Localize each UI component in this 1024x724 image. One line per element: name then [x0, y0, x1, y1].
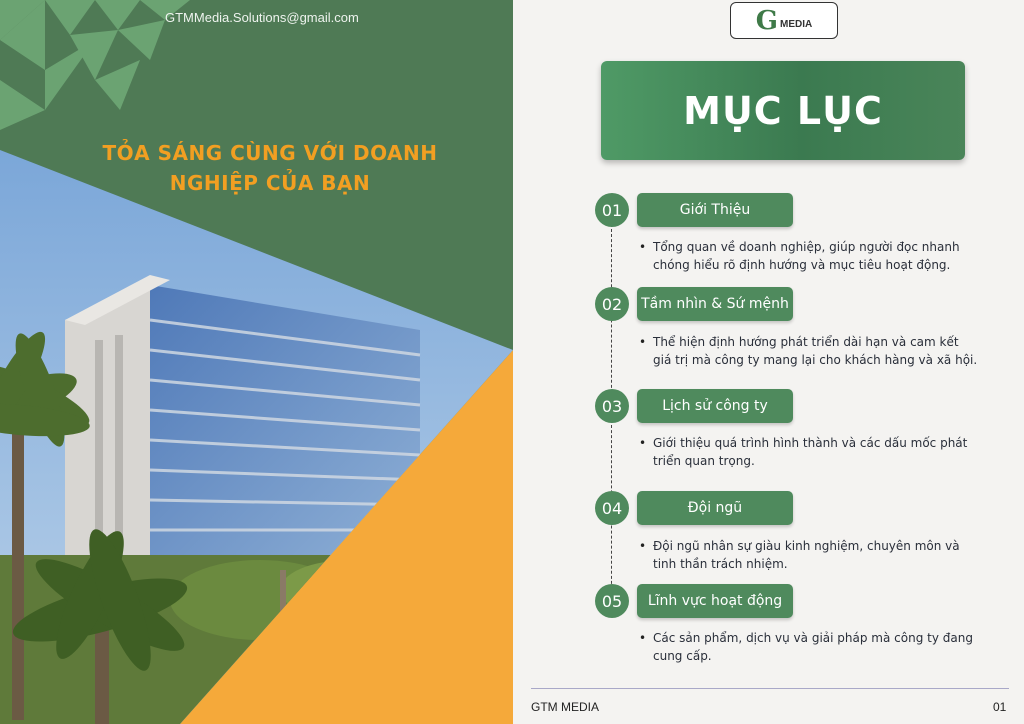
toc-item-number: 01	[595, 193, 629, 227]
toc-item-tam-nhin[interactable]: Tầm nhìn & Sứ mệnh	[637, 287, 793, 321]
toc-item-description: • Tổng quan về doanh nghiệp, giúp người đọc nhanh chóng hiểu rõ định hướng và mục tiêu hoạt động.	[639, 238, 979, 274]
toc-title: MỤC LỤC	[683, 88, 883, 133]
logo-text: MEDIA	[779, 19, 813, 30]
toc-panel	[513, 0, 1024, 724]
contact-email: GTMMedia.Solutions@gmail.com	[165, 10, 359, 25]
page-number: 01	[993, 700, 1007, 714]
toc-item-lich-su[interactable]: Lịch sử công ty	[637, 389, 793, 423]
logo-mark: G	[755, 5, 778, 36]
toc-item-giới-thiệu[interactable]: Giới Thiệu	[637, 193, 793, 227]
toc-title-box	[601, 61, 965, 160]
cover-headline: TỎA SÁNG CÙNG VỚI DOANH NGHIỆP CỦA BẠN	[102, 141, 438, 195]
footer-brand: GTM MEDIA	[531, 700, 599, 714]
toc-item-description: • Các sản phẩm, dịch vụ và giải pháp mà công ty đang cung cấp.	[639, 629, 979, 665]
toc-item-description: • Đội ngũ nhân sự giàu kinh nghiệm, chuyên môn và tinh thần trách nhiệm.	[639, 537, 979, 573]
footer-divider	[531, 688, 1009, 689]
toc-item-description: • Thể hiện định hướng phát triển dài hạn và cam kết giá trị mà công ty mang lại cho khách hàng và xã hội.	[639, 333, 979, 369]
toc-item-description: • Giới thiệu quá trình hình thành và các dấu mốc phát triển quan trọng.	[639, 434, 979, 470]
toc-item-number: 05	[595, 584, 629, 618]
toc-item-linh-vuc[interactable]: Lĩnh vực hoạt động	[637, 584, 793, 618]
toc-item-number: 04	[595, 491, 629, 525]
toc-item-doi-ngu[interactable]: Đội ngũ	[637, 491, 793, 525]
toc-item-number: 02	[595, 287, 629, 321]
company-logo	[730, 2, 838, 39]
toc-item-number: 03	[595, 389, 629, 423]
